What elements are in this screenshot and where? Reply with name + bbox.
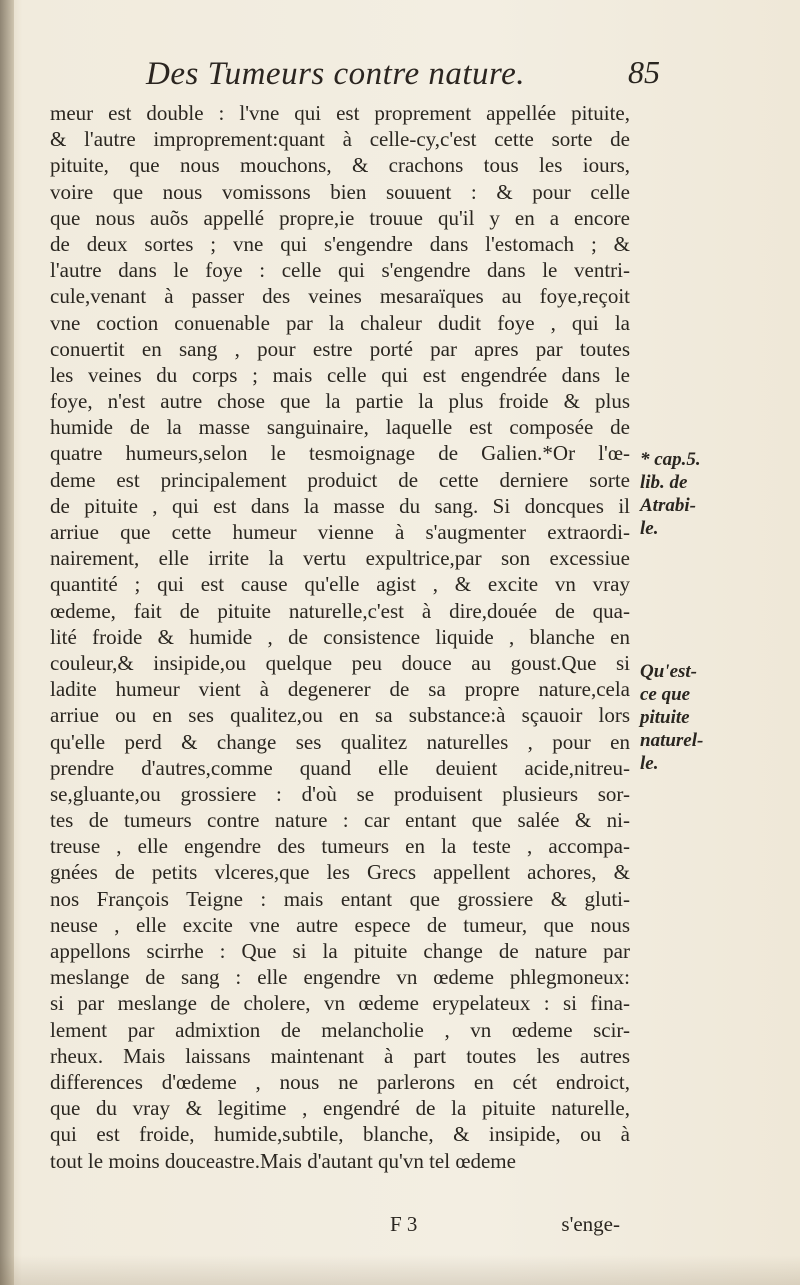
margin-note-line: le. xyxy=(640,518,659,539)
text-line: treuse , elle engendre des tumeurs en la teste , accompa- xyxy=(50,834,630,859)
text-line: foye, n'est autre chose que la partie la plus froide & plus xyxy=(50,389,630,414)
text-line: de pituite , qui est dans la masse du sang. Si doncques il xyxy=(50,493,630,518)
margin-note-line: naturel- xyxy=(640,730,704,751)
text-line: arriue ou en ses qualitez,ou en sa substance:à sçauoir lors xyxy=(50,703,630,728)
page-bottom-shadow xyxy=(0,1255,800,1285)
text-line: conuertit en sang , pour estre porté par apres par toutes xyxy=(50,336,630,361)
text-line: nos François Teigne : mais entant que grossiere & gluti- xyxy=(50,886,630,911)
margin-note-line: pituite xyxy=(640,707,690,728)
margin-note-line: Qu'est- xyxy=(640,661,697,682)
text-line: pituite, que nous mouchons, & crachons tous les iours, xyxy=(50,153,630,178)
text-line: cule,venant à passer des veines mesaraïques au foye,reçoit xyxy=(50,284,630,309)
margin-note-line: Atrabi- xyxy=(640,495,696,516)
text-line: œdeme, fait de pituite naturelle,c'est à dire,douée de qua- xyxy=(50,598,630,623)
body-text xyxy=(50,100,630,1174)
text-line: nairement, elle irrite la vertu expultrice,par son excessiue xyxy=(50,546,630,571)
text-line: quantité ; qui est cause qu'elle agist , & excite vn vray xyxy=(50,572,630,597)
text-line: l'autre dans le foye : celle qui s'engendre dans le ventri- xyxy=(50,258,630,283)
text-line: vne coction conuenable par la chaleur dudit foye , qui la xyxy=(50,310,630,335)
text-line: gnées de petits vlceres,que les Grecs appellent achores, & xyxy=(50,860,630,885)
text-line: se,gluante,ou grossiere : d'où se produisent plusieurs sor- xyxy=(50,781,630,806)
text-line: les veines du corps ; mais celle qui est engendrée dans le xyxy=(50,362,630,387)
text-line: deme est principalement produict de cette derniere sorte xyxy=(50,467,630,492)
text-line: lité froide & humide , de consistence liquide , blanche en xyxy=(50,624,630,649)
margin-note-reference xyxy=(640,448,701,540)
page-gutter xyxy=(0,0,14,1285)
text-line: humide de la masse sanguinaire, laquelle est composée de xyxy=(50,415,630,440)
text-line: arriue que cette humeur vienne à s'augmenter extraordi- xyxy=(50,520,630,544)
running-title: Des Tumeurs contre nature. xyxy=(146,56,526,92)
text-line: qu'elle perd & change ses qualitez naturelles , pour en xyxy=(50,729,630,754)
text-line: tout le moins douceastre.Mais d'autant qu'vn tel œdeme xyxy=(50,1148,516,1173)
text-line: & l'autre improprement:quant à celle-cy,c'est cette sorte de xyxy=(50,127,630,152)
text-line: appellons scirrhe : Que si la pituite change de nature par xyxy=(50,939,630,963)
text-line: de deux sortes ; vne qui s'engendre dans l'estomach ; & xyxy=(50,231,630,256)
text-line: rheux. Mais laissans maintenant à part toutes les autres xyxy=(50,1043,630,1068)
text-line: que nous auõs appellé propre,ie trouue qu'il y en a encore xyxy=(50,205,630,230)
text-line: meslange de sang : elle engendre vn œdeme phlegmoneux: xyxy=(50,965,630,990)
signature-mark: F 3 xyxy=(390,1212,418,1236)
margin-note-line: lib. de xyxy=(640,472,688,493)
text-line: voire que nous vomissons bien souuent : & pour celle xyxy=(50,179,630,204)
page-number: 85 xyxy=(628,54,660,90)
text-line: que du vray & legitime , engendré de la pituite naturelle, xyxy=(50,1096,630,1121)
text-line: differences d'œdeme , nous ne parlerons en cét endroict, xyxy=(50,1069,630,1094)
margin-note-line: ce que xyxy=(640,684,691,705)
text-line: meur est double : l'vne qui est proprement appellée pituite, xyxy=(50,101,630,125)
margin-note-line: * cap.5. xyxy=(640,449,701,470)
text-line: couleur,& insipide,ou quelque peu douce au goust.Que si xyxy=(50,650,630,675)
text-line: quatre humeurs,selon le tesmoignage de Galien.*Or l'œ- xyxy=(50,441,630,466)
margin-note-line: le. xyxy=(640,753,659,774)
text-line: ladite humeur vient à degenerer de sa propre nature,cela xyxy=(50,677,630,702)
text-line: qui est froide, humide,subtile, blanche, & insipide, ou à xyxy=(50,1122,630,1147)
catchword: s'enge- xyxy=(561,1212,620,1236)
text-line: prendre d'autres,comme quand elle deuient acide,nitreu- xyxy=(50,755,630,780)
text-line: tes de tumeurs contre nature : car entant que salée & ni- xyxy=(50,808,630,833)
text-line: lement par admixtion de melancholie , vn œdeme scir- xyxy=(50,1017,630,1042)
text-line: si par meslange de cholere, vn œdeme erypelateux : si fina- xyxy=(50,991,630,1016)
page-header xyxy=(140,52,660,100)
margin-note-question xyxy=(640,660,703,775)
text-line: neuse , elle excite vne autre espece de tumeur, que nous xyxy=(50,912,630,937)
page-footer xyxy=(50,1212,630,1242)
